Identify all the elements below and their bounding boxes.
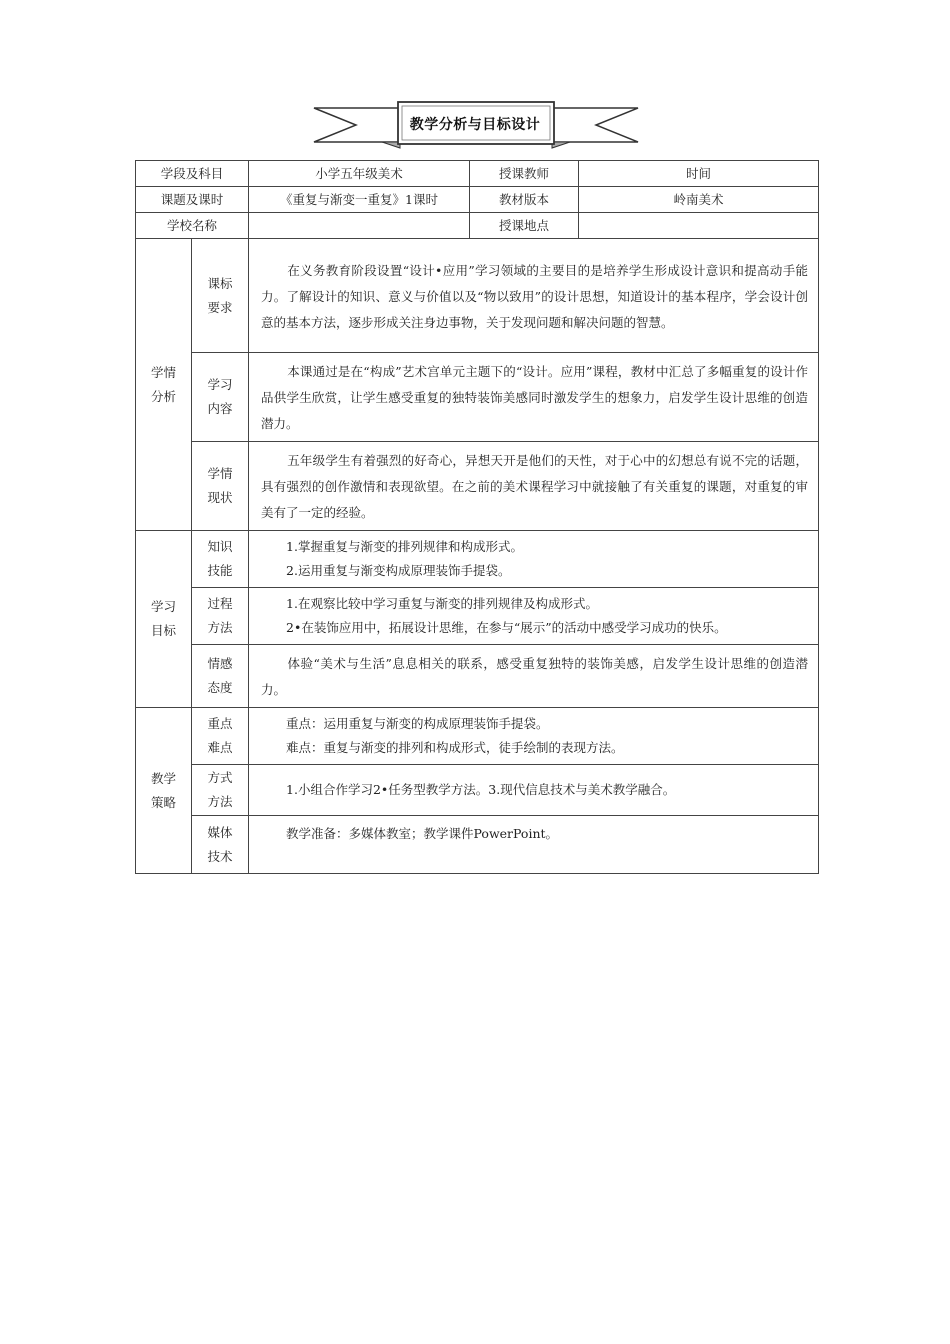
status-label: 学情 现状	[192, 442, 249, 531]
status-text: 五年级学生有着强烈的好奇心，异想天开是他们的天性，对于心中的幻想总有说不完的话题，具有强烈的创作激情和表现欲望。在之前的美术课程学习中就接触了有关重复的课题，对重复的审美有了一定的经验。	[249, 442, 819, 531]
standard-text: 在义务教育阶段设置“设计•应用”学习领域的主要目的是培养学生形成设计意识和提高动手能力。了解设计的知识、意义与价值以及“物以致用”的设计思想，知道设计的基本程序，学会设计创意的基本方法，逐步形成关注身边事物，关于发现问题和解决问题的智慧。	[249, 239, 819, 353]
method-text: 1.小组合作学习2•任务型教学方法。3.现代信息技术与美术教学融合。	[249, 765, 819, 816]
strategy-group-label: 教学 策略	[136, 708, 192, 874]
section-row	[136, 708, 819, 765]
page-title: 教学分析与目标设计	[409, 117, 541, 133]
process-label: 过程 方法	[192, 588, 249, 645]
section-row	[136, 353, 819, 442]
textbook-value: 岭南美术	[579, 187, 819, 213]
goals-group-label: 学习 目标	[136, 531, 192, 708]
process-list	[249, 588, 819, 645]
section-row	[136, 645, 819, 708]
analysis-group-label: 学情 分析	[136, 239, 192, 531]
topic-label: 课题及课时	[136, 187, 249, 213]
emotion-label: 情感 态度	[192, 645, 249, 708]
section-row	[136, 442, 819, 531]
section-row	[136, 816, 819, 874]
list-item: 重点：运用重复与渐变的构成原理装饰手提袋。	[286, 716, 549, 731]
media-text: 教学准备：多媒体教室；教学课件PowerPoint。	[249, 816, 819, 874]
list-item: 2.运用重复与渐变构成原理装饰手提袋。	[286, 563, 511, 578]
lesson-plan-table	[135, 160, 819, 874]
topic-value: 《重复与渐变一重复》1课时	[249, 187, 470, 213]
textbook-label: 教材版本	[470, 187, 579, 213]
location-value	[579, 213, 819, 239]
header-row	[136, 187, 819, 213]
key-points-list	[249, 708, 819, 765]
section-row	[136, 531, 819, 588]
school-value	[249, 213, 470, 239]
list-item: 1.在观察比较中学习重复与渐变的排列规律及构成形式。	[286, 596, 598, 611]
school-label: 学校名称	[136, 213, 249, 239]
emotion-text: 体验“美术与生活”息息相关的联系，感受重复独特的装饰美感，启发学生设计思维的创造潜力。	[249, 645, 819, 708]
knowledge-label: 知识 技能	[192, 531, 249, 588]
content-text: 本课通过是在“构成”艺术宫单元主题下的“设计。应用”课程，教材中汇总了多幅重复的设计作品供学生欣赏，让学生感受重复的独特装饰美感同时激发学生的想象力，启发学生设计思维的创造潜力。	[249, 353, 819, 442]
content-label: 学习 内容	[192, 353, 249, 442]
key-points-label: 重点 难点	[192, 708, 249, 765]
teacher-label: 授课教师	[470, 161, 579, 187]
method-label: 方式 方法	[192, 765, 249, 816]
list-item: 2•在装饰应用中，拓展设计思维，在参与“展示”的活动中感受学习成功的快乐。	[286, 620, 727, 635]
location-label: 授课地点	[470, 213, 579, 239]
stage-subject-value: 小学五年级美术	[249, 161, 470, 187]
media-label: 媒体 技术	[192, 816, 249, 874]
standard-label: 课标 要求	[192, 239, 249, 353]
time-label: 时间	[579, 161, 819, 187]
header-row	[136, 161, 819, 187]
section-row	[136, 239, 819, 353]
knowledge-list	[249, 531, 819, 588]
list-item: 难点：重复与渐变的排列和构成形式，徒手绘制的表现方法。	[286, 740, 624, 755]
list-item: 1.掌握重复与渐变的排列规律和构成形式。	[286, 539, 523, 554]
stage-subject-label: 学段及科目	[136, 161, 249, 187]
header-row	[136, 213, 819, 239]
section-row	[136, 588, 819, 645]
section-row	[136, 765, 819, 816]
